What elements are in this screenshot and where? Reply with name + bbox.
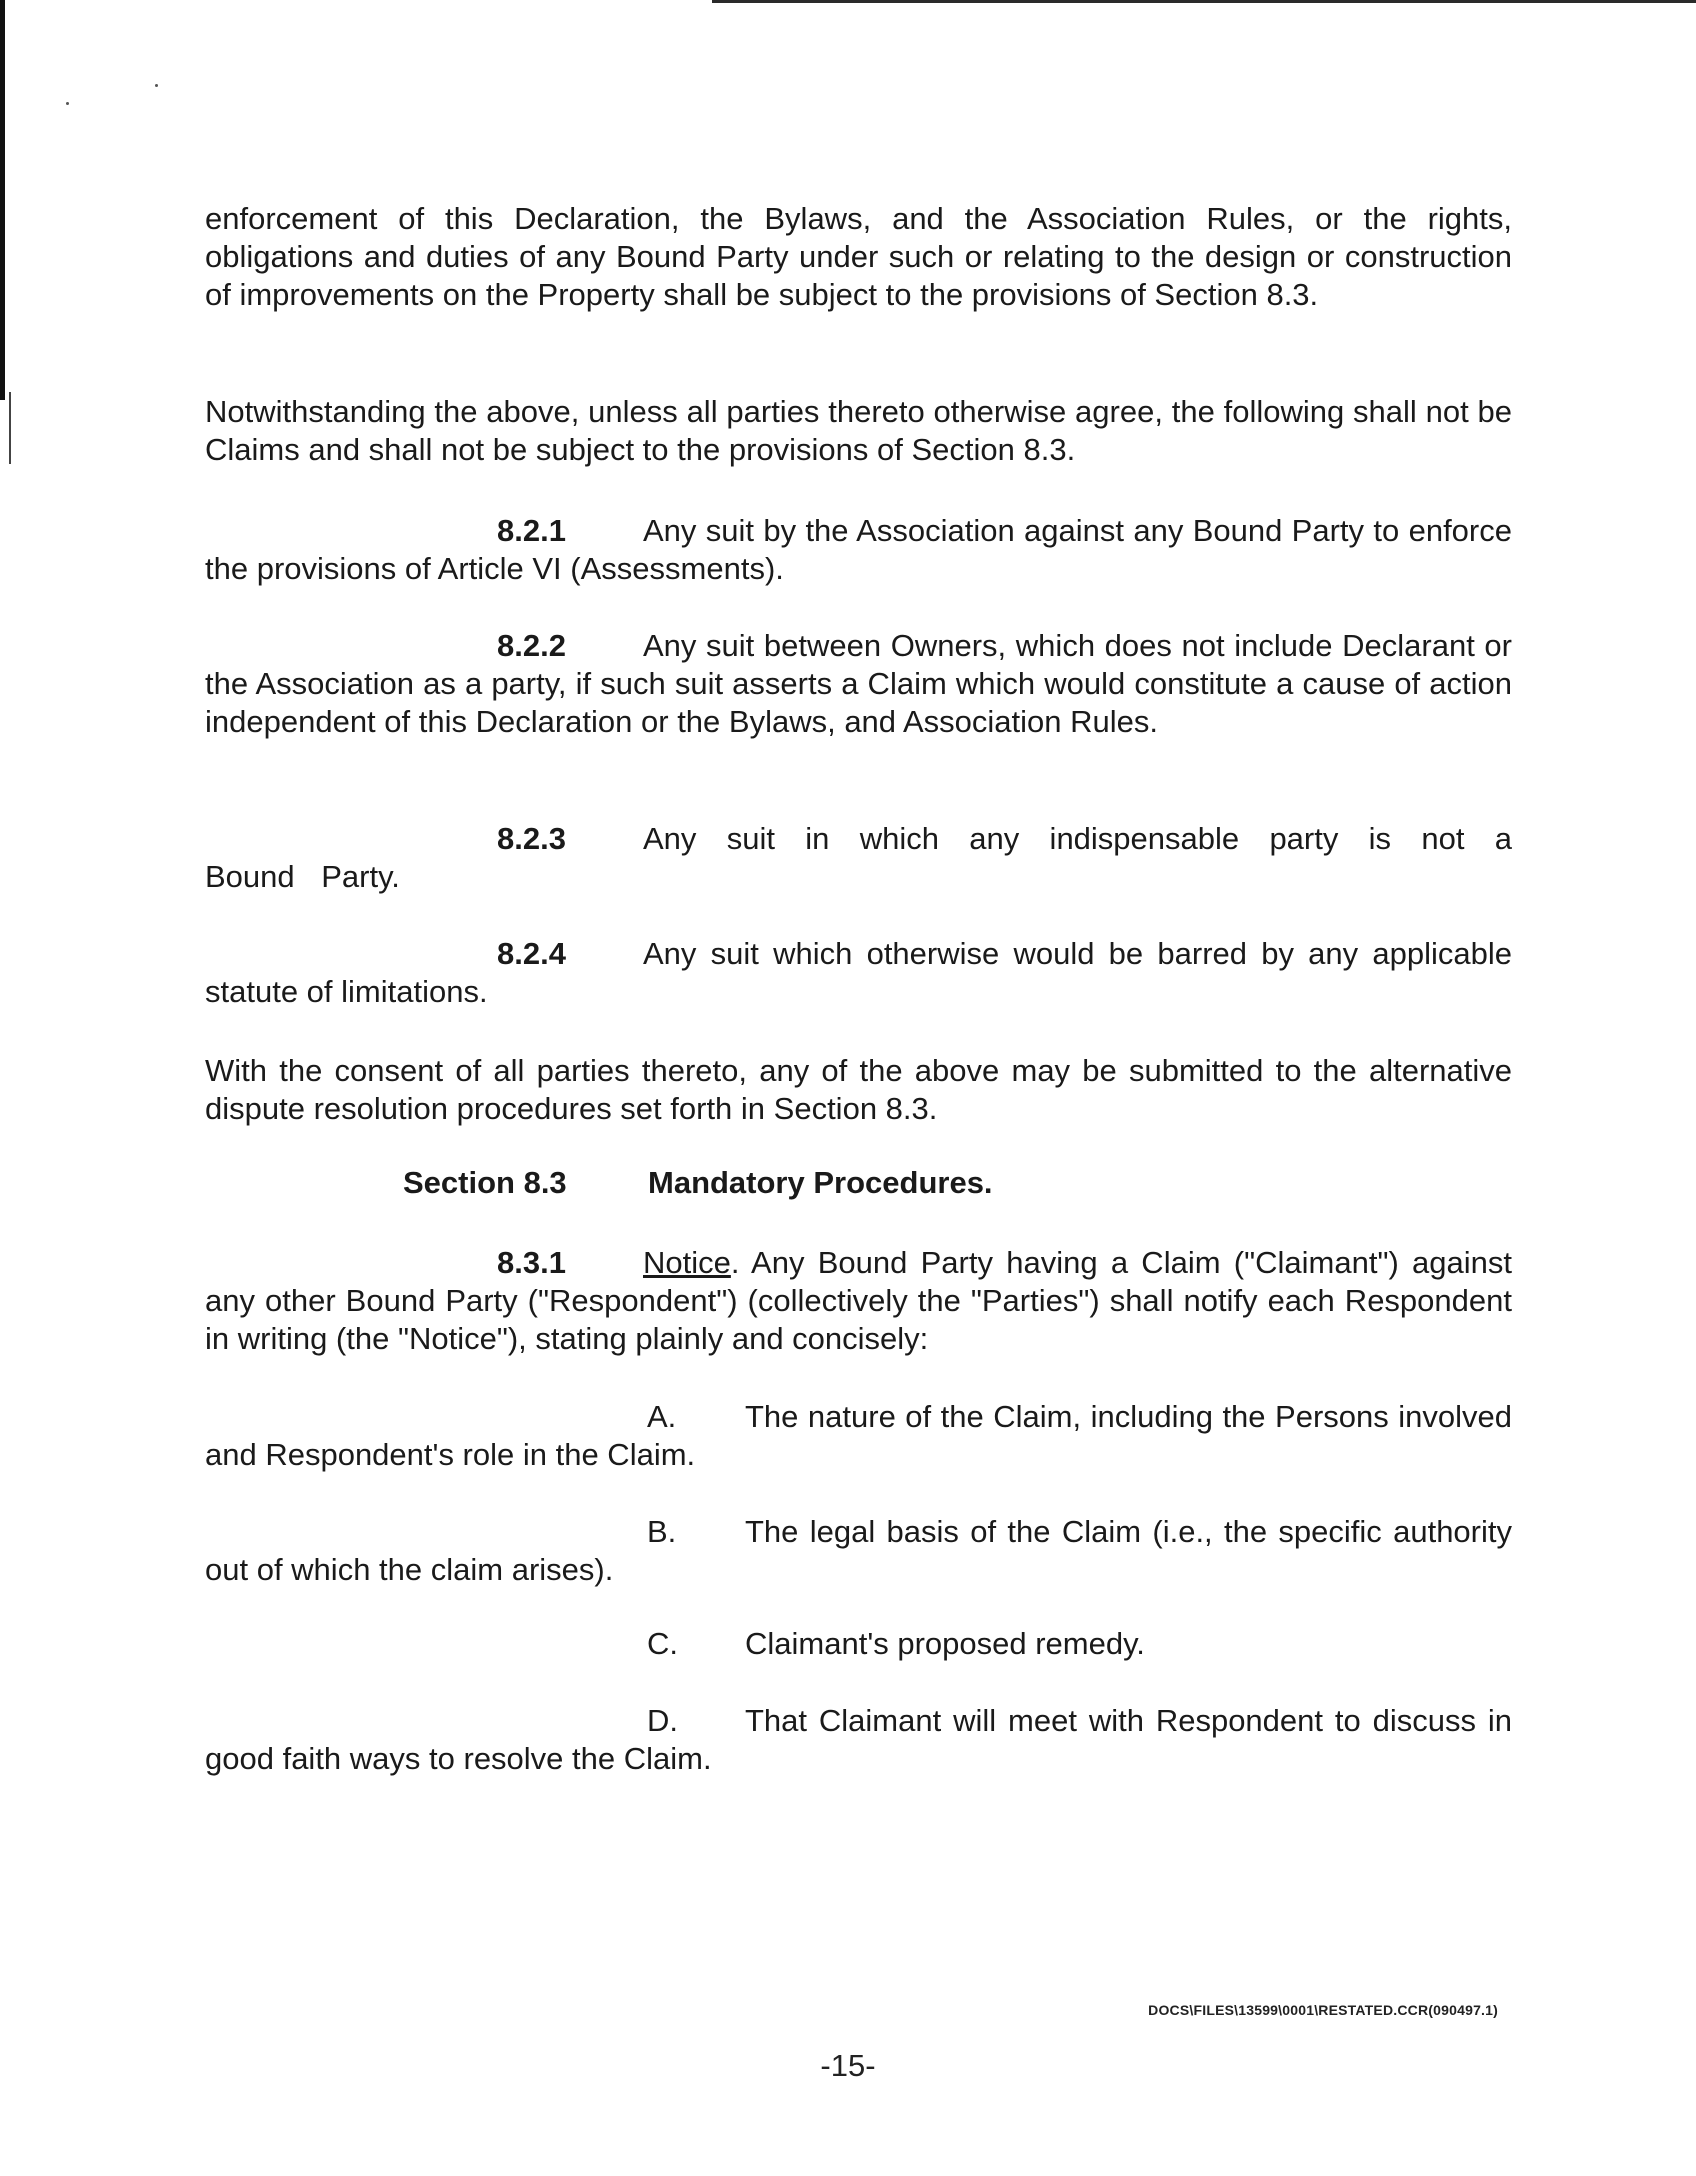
item-text: Any suit between Owners, which does not include Declarant or the Association as a party, if such suit asserts a Claim which would constitute a cause of action independent of this Declaration or the Bylaws, and Association Rules. [205,628,1512,739]
item-number: 8.2.1 [497,513,566,548]
notwithstanding-paragraph: Notwithstanding the above, unless all parties thereto otherwise agree, the following shall not be Claims and shall not be subject to the provisions of Section 8.3. [205,394,1512,467]
page-number: -15- [820,2048,876,2083]
item-text: Claimant's proposed remedy. [745,1626,1145,1661]
item-text: Any suit by the Association against any Bound Party to enforce the provisions of Article VI (Assessments). [205,513,1512,586]
notice-item-c [205,1625,1512,1663]
item-8-2-2 [205,627,1512,741]
notice-title: Notice [643,1245,731,1280]
item-number: 8.2.3 [497,821,566,856]
item-text: Any suit which otherwise would be barred by any applicable statute of limitations. [205,936,1512,1009]
notice-item-d [205,1702,1512,1778]
scan-edge-line [712,0,1696,3]
item-8-3-1 [205,1244,1512,1358]
item-text: Any suit in which any indispensable party is not a Bound Party. [205,821,1512,894]
item-number: 8.2.4 [497,936,566,971]
consent-paragraph: With the consent of all parties thereto, any of the above may be submitted to the alternative dispute resolution procedures set forth in Section 8.3. [205,1053,1512,1126]
scan-speck [155,84,158,87]
item-letter: A. [647,1399,677,1434]
item-letter: D. [647,1703,678,1738]
item-8-2-3 [205,820,1512,896]
section-title: Mandatory Procedures. [648,1165,993,1200]
item-number: 8.2.2 [497,628,566,663]
item-number: 8.3.1 [497,1245,566,1280]
item-letter: B. [647,1514,677,1549]
item-8-2-1 [205,512,1512,588]
item-letter: C. [647,1626,678,1661]
notice-item-b [205,1513,1512,1589]
section-label: Section 8.3 [403,1165,567,1200]
item-8-2-4 [205,935,1512,1011]
notice-text: . Any Bound Party having a Claim ("Claimant") against any other Bound Party ("Respondent") (collectively the "Parties") shall notify each Respondent in writing (the "Notice"), stating plainly and concisely: [205,1245,1512,1356]
item-text: That Claimant will meet with Respondent to discuss in good faith ways to resolve the Claim. [205,1703,1512,1776]
intro-paragraph: enforcement of this Declaration, the Bylaws, and the Association Rules, or the rights, obligations and duties of any Bound Party under such or relating to the design or construction of improvements on the Property shall be subject to the provisions of Section 8.3. [205,201,1512,312]
document-path: DOCS\FILES\13599\0001\RESTATED.CCR(090497.1) [1148,2002,1498,2018]
scan-left-mark [9,392,11,464]
scan-left-edge [0,0,5,400]
notice-item-a [205,1398,1512,1474]
scan-speck [66,102,69,105]
item-text: The nature of the Claim, including the Persons involved and Respondent's role in the Claim. [205,1399,1512,1472]
item-text: The legal basis of the Claim (i.e., the specific authority out of which the claim arises). [205,1514,1512,1587]
